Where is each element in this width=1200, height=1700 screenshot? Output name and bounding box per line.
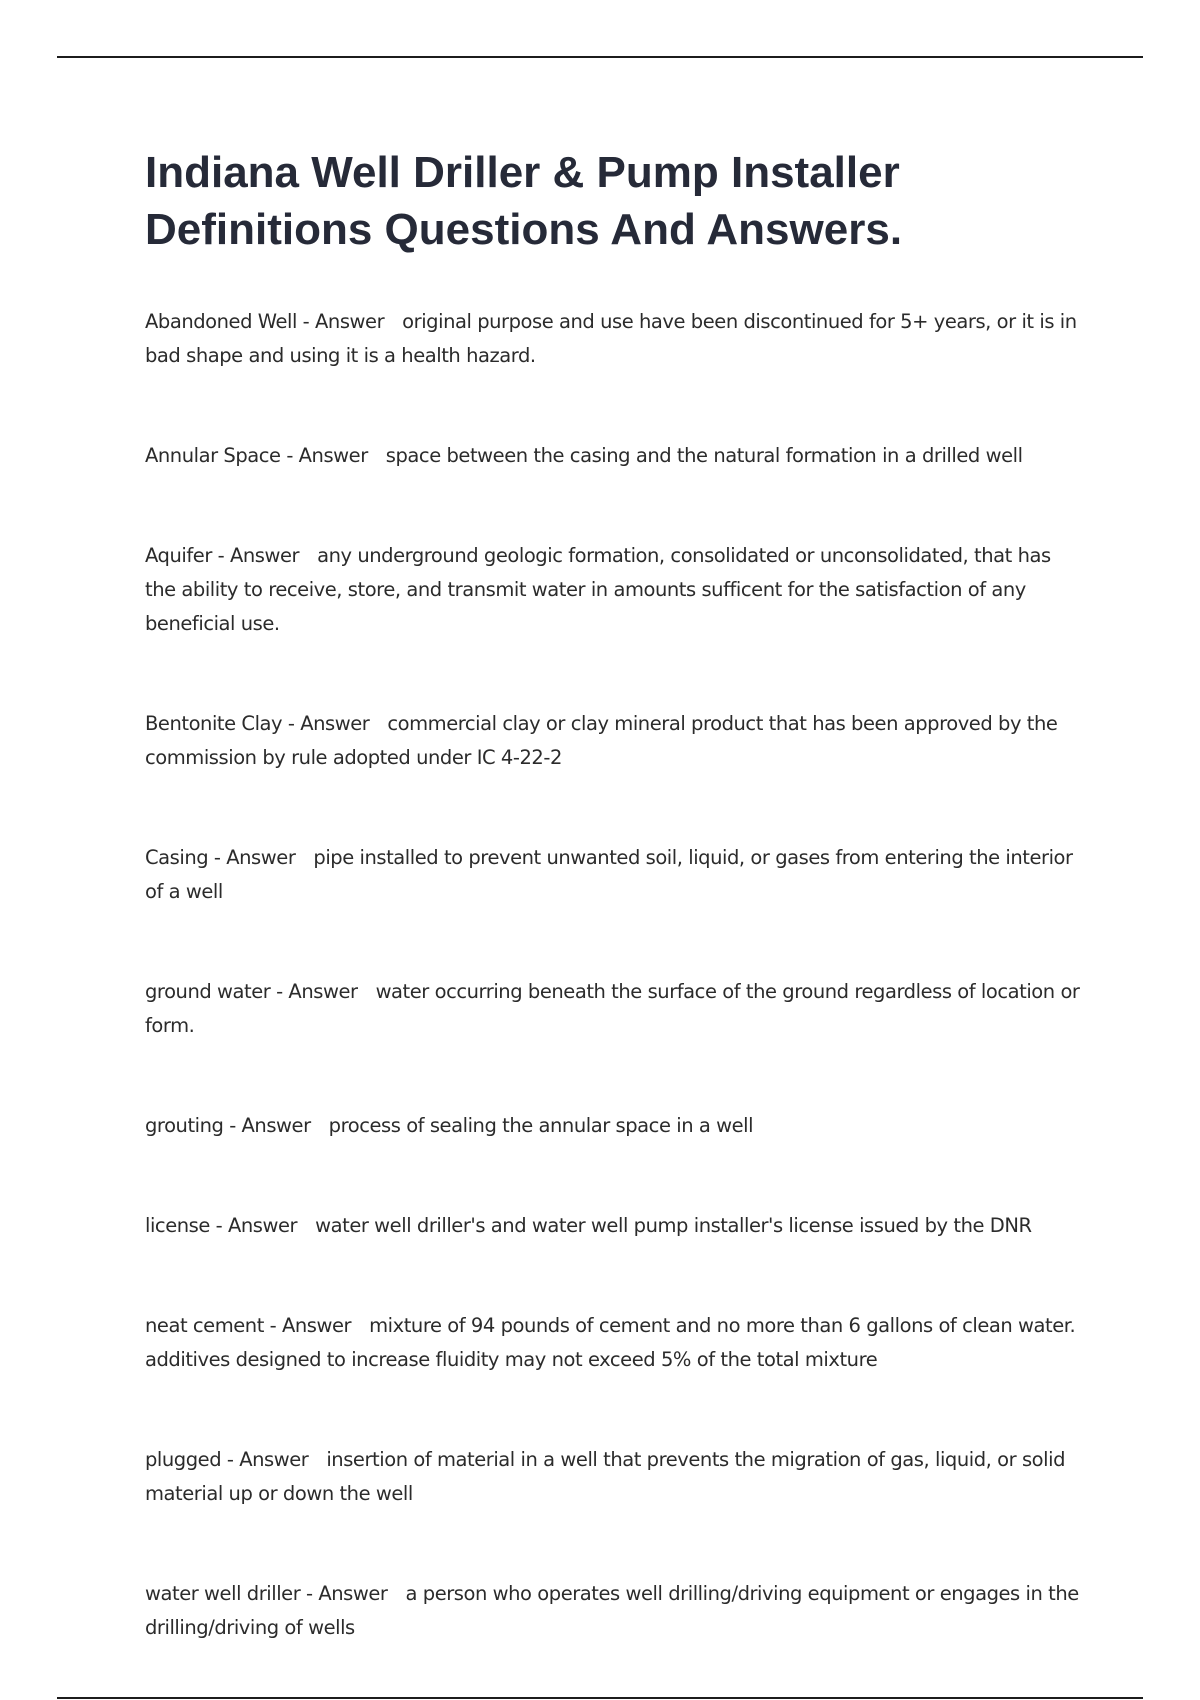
entry-term: water well driller - Answer <box>145 1582 388 1605</box>
top-rule <box>57 56 1143 58</box>
definition-entry-neat-cement <box>145 1309 1080 1377</box>
definition-entry-casing <box>145 841 1080 909</box>
entry-definition: any underground geologic formation, consolidated or unconsolidated, that has the ability to receive, store, and transmit water in amounts sufficent for the satisfaction of any beneficial use. <box>145 544 1051 635</box>
entry-definition: water occurring beneath the surface of the ground regardless of location or form. <box>145 980 1080 1037</box>
entry-term: ground water - Answer <box>145 980 358 1003</box>
definition-entry-abandoned-well <box>145 305 1080 373</box>
entry-definition: water well driller's and water well pump installer's license issued by the DNR <box>315 1214 1032 1237</box>
entry-term: Bentonite Clay - Answer <box>145 712 370 735</box>
definition-entry-annular-space <box>145 439 1080 473</box>
title-line-1: Indiana Well Driller & Pump Installer <box>145 148 900 197</box>
entry-term: Annular Space - Answer <box>145 444 368 467</box>
entry-definition: original purpose and use have been discontinued for 5+ years, or it is in bad shape and using it is a health hazard. <box>145 310 1077 367</box>
entry-term: Abandoned Well - Answer <box>145 310 385 333</box>
definition-entry-bentonite-clay <box>145 707 1080 775</box>
definition-entry-plugged <box>145 1443 1080 1511</box>
entry-definition: insertion of material in a well that prevents the migration of gas, liquid, or solid material up or down the well <box>145 1448 1065 1505</box>
entry-definition: process of sealing the annular space in a well <box>328 1114 754 1137</box>
entry-term: neat cement - Answer <box>145 1314 352 1337</box>
entry-definition: a person who operates well drilling/driving equipment or engages in the drilling/driving of wells <box>145 1582 1079 1639</box>
page-title <box>145 144 1105 258</box>
entry-definition: mixture of 94 pounds of cement and no more than 6 gallons of clean water. additives designed to increase fluidity may not exceed 5% of the total mixture <box>145 1314 1076 1371</box>
definition-entry-water-well-driller <box>145 1577 1080 1645</box>
definition-entry-license <box>145 1209 1080 1243</box>
entry-term: Casing - Answer <box>145 846 296 869</box>
bottom-rule <box>57 1697 1143 1699</box>
entry-definition: commercial clay or clay mineral product that has been approved by the commission by rule adopted under IC 4-22-2 <box>145 712 1058 769</box>
entry-definition: space between the casing and the natural formation in a drilled well <box>385 444 1023 467</box>
entry-term: grouting - Answer <box>145 1114 311 1137</box>
entry-term: Aquifer - Answer <box>145 544 300 567</box>
definition-entry-grouting <box>145 1109 1080 1143</box>
title-line-2: Definitions Questions And Answers. <box>145 205 903 254</box>
entry-definition: pipe installed to prevent unwanted soil, liquid, or gases from entering the interior of a well <box>145 846 1073 903</box>
entry-term: license - Answer <box>145 1214 298 1237</box>
definition-entry-ground-water <box>145 975 1080 1043</box>
definition-entry-aquifer <box>145 539 1080 641</box>
entry-term: plugged - Answer <box>145 1448 309 1471</box>
